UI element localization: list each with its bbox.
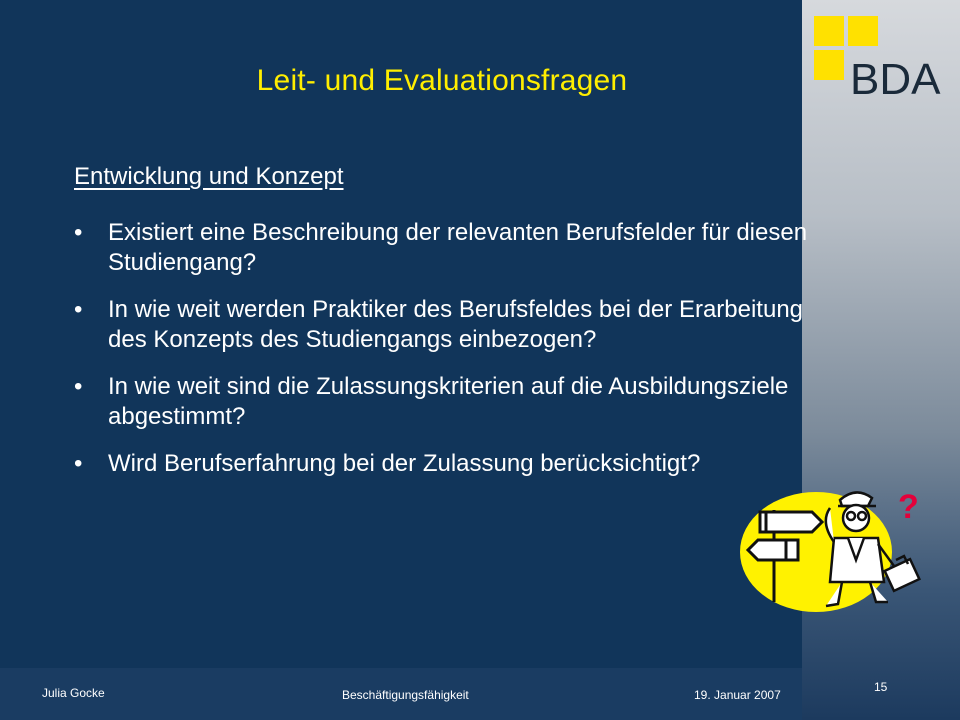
bullet-text: Wird Berufserfahrung bei der Zulassung berücksichtigt? bbox=[108, 450, 701, 477]
confused-traveler-illustration bbox=[738, 482, 938, 612]
bullet-text: In wie weit werden Praktiker des Berufsfeldes bei der Erarbeitung des Konzepts des Studiengangs einbezogen? bbox=[108, 296, 804, 353]
logo-square-1 bbox=[814, 16, 844, 46]
slide-title: Leit- und Evaluationsfragen bbox=[256, 64, 628, 97]
bullet-glyph: • bbox=[74, 450, 83, 477]
section-heading: Entwicklung und Konzept bbox=[74, 163, 344, 190]
footer-topic: Beschäftigungsfähigkeit bbox=[342, 688, 469, 702]
question-mark-icon: ? bbox=[898, 488, 919, 526]
footer-author: Julia Gocke bbox=[42, 686, 105, 700]
page-number: 15 bbox=[874, 680, 888, 694]
bullet-glyph: • bbox=[74, 219, 83, 246]
bullet-item bbox=[74, 372, 814, 432]
bullet-glyph: • bbox=[74, 296, 83, 323]
bullet-text: Existiert eine Beschreibung der relevanten Berufsfelder für diesen Studiengang? bbox=[108, 219, 808, 276]
bullet-item bbox=[74, 295, 814, 355]
bullet-glyph: • bbox=[74, 373, 83, 400]
slide-side-panel bbox=[802, 0, 960, 720]
logo-text: BDA bbox=[850, 55, 941, 102]
logo-square-2 bbox=[848, 16, 878, 46]
bullet-text: In wie weit sind die Zulassungskriterien auf die Ausbildungsziele abgestimmt? bbox=[108, 373, 789, 430]
bullet-list bbox=[74, 218, 814, 496]
bullet-item bbox=[74, 218, 814, 278]
footer-date: 19. Januar 2007 bbox=[694, 688, 781, 702]
bullet-item bbox=[74, 449, 814, 479]
